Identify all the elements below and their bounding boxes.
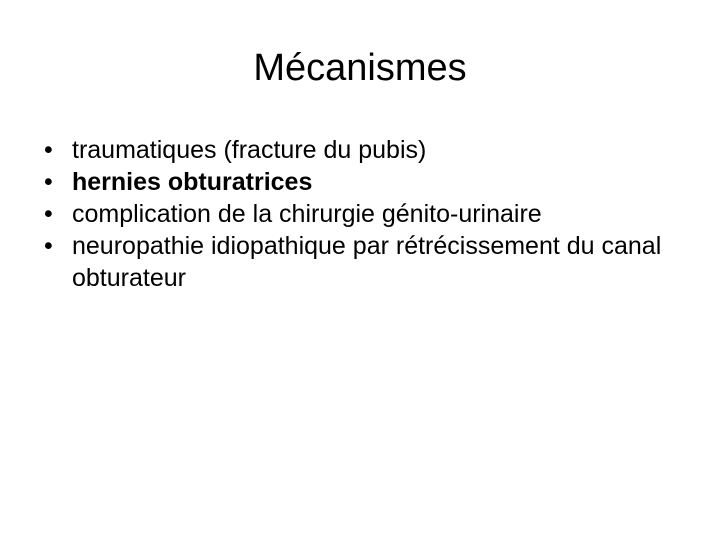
list-item [44,230,684,294]
list-item-text: traumatiques (fracture du pubis) [72,136,427,164]
list-item [44,134,684,166]
list-item [44,198,684,230]
list-item [44,166,684,198]
list-item-text: neuropathie idiopathique par rétrécissement du canal obturateur [72,232,662,292]
bullet-icon: • [44,200,53,228]
bullet-icon: • [44,168,53,196]
bullet-icon: • [44,136,53,164]
slide-title: Mécanismes [253,47,467,89]
list-item-text: complication de la chirurgie génito-urinaire [72,200,542,228]
bullet-icon: • [44,232,53,260]
list-item-text: hernies obturatrices [72,168,313,196]
bullet-list [44,134,684,294]
